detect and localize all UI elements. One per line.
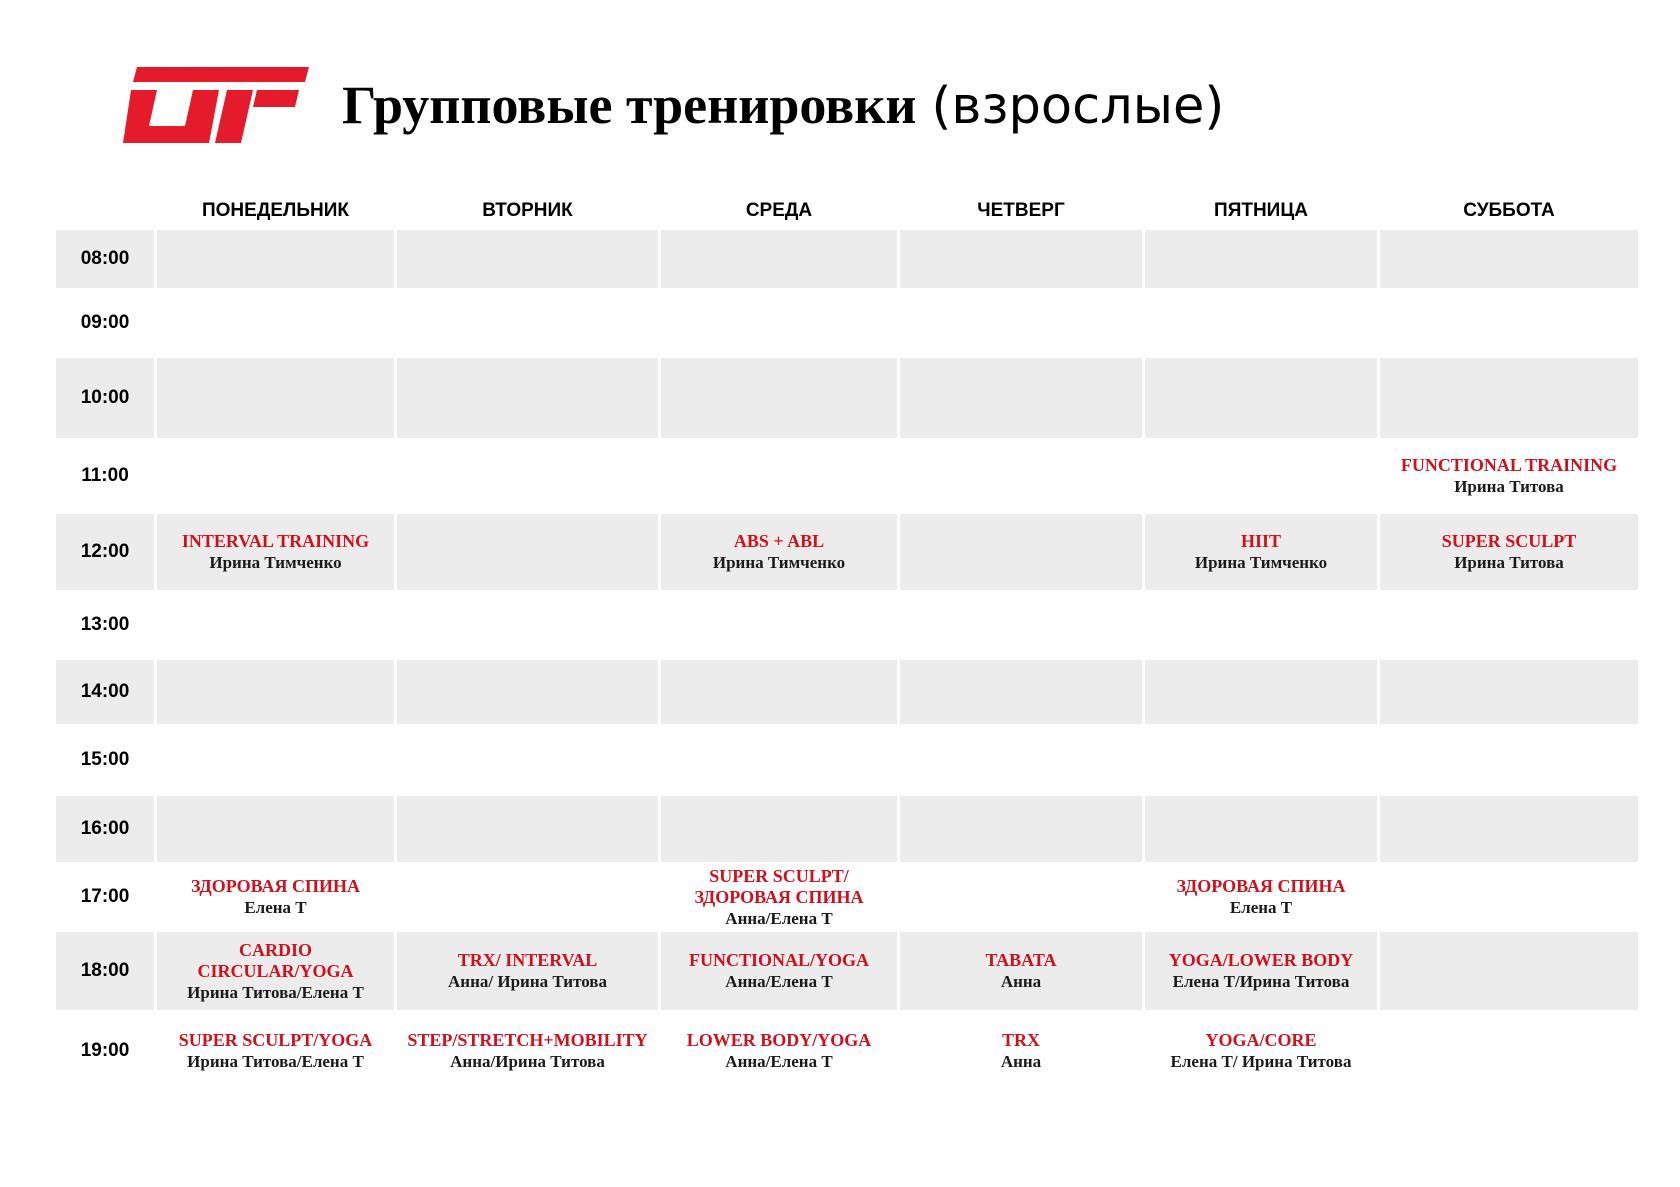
title-main: Групповые тренировки [342, 75, 917, 135]
table-row [56, 438, 1638, 514]
schedule-cell [397, 660, 658, 724]
class-name: ЗДОРОВАЯ СПИНА [694, 886, 864, 907]
class-name: ЗДОРОВАЯ СПИНА [190, 876, 361, 896]
schedule-cell [661, 230, 897, 288]
class-name: FUNCTIONAL TRAINING [1400, 455, 1618, 475]
instructor-name: Елена Т [1229, 898, 1293, 917]
schedule-cell [157, 932, 394, 1010]
schedule-cell [900, 724, 1142, 796]
schedule-cell [1145, 862, 1377, 932]
schedule-cell [1380, 796, 1638, 862]
day-wednesday: СРЕДА [745, 200, 813, 221]
table-row [56, 230, 1638, 288]
time-cell: 16:00 [56, 796, 154, 862]
day-monday: ПОНЕДЕЛЬНИК [202, 200, 349, 221]
class-name: CARDIO [238, 939, 312, 960]
class-name: INTERVAL TRAINING [181, 531, 370, 551]
schedule-cell [900, 862, 1142, 932]
uf-logo [123, 64, 309, 146]
schedule-cell [1380, 230, 1638, 288]
class-name: STEP/STRETCH+MOBILITY [407, 1030, 648, 1050]
time-header [56, 192, 154, 230]
schedule-cell [397, 862, 658, 932]
schedule-cell [900, 932, 1142, 1010]
schedule-cell [157, 796, 394, 862]
class-name: CIRCULAR/YOGA [197, 960, 354, 981]
day-header-row [56, 192, 1638, 230]
instructor-name: Ирина Титова/Елена Т [187, 982, 364, 1002]
schedule-cell [661, 358, 897, 438]
time-cell: 13:00 [80, 614, 130, 635]
instructor-name: Елена Т [244, 898, 307, 917]
schedule-cell [661, 438, 897, 514]
class-name: TABATA [985, 950, 1057, 970]
schedule-cell [1145, 1010, 1377, 1092]
schedule-cell [1145, 514, 1377, 590]
schedule-cell [397, 724, 658, 796]
schedule-cell [1380, 288, 1638, 358]
table-row [56, 514, 1638, 590]
schedule-cell [900, 288, 1142, 358]
time-cell: 12:00 [56, 514, 154, 590]
instructor-name: Ирина Тимченко [209, 553, 342, 572]
class-name: HIIT [1240, 531, 1282, 551]
table-row [56, 288, 1638, 358]
schedule-cell [1380, 438, 1638, 514]
schedule-cell [661, 590, 897, 660]
schedule-cell [1145, 438, 1377, 514]
schedule-cell [1145, 590, 1377, 660]
schedule-cell [1380, 932, 1638, 1010]
instructor-name: Анна/Елена Т [725, 908, 833, 928]
schedule-cell [157, 230, 394, 288]
table-row [56, 724, 1638, 796]
table-row [56, 590, 1638, 660]
class-name: YOGA/LOWER BODY [1168, 950, 1354, 970]
table-row [56, 358, 1638, 438]
logo-shape [123, 67, 309, 143]
schedule-cell [661, 660, 897, 724]
schedule-cell [900, 230, 1142, 288]
instructor-name: Ирина Титова/Елена Т [187, 1052, 364, 1071]
table-row [56, 1010, 1638, 1092]
title-sub: (взрослые) [931, 77, 1225, 136]
schedule-cell [157, 862, 394, 932]
schedule-cell [397, 796, 658, 862]
schedule-cell [661, 724, 897, 796]
day-thursday: ЧЕТВЕРГ [977, 200, 1065, 221]
schedule-cell [900, 590, 1142, 660]
time-cell: 17:00 [80, 886, 130, 907]
schedule-cell [1380, 862, 1638, 932]
table-row [56, 932, 1638, 1010]
schedule-cell [157, 590, 394, 660]
schedule-cell [661, 514, 897, 590]
schedule-cell [1380, 358, 1638, 438]
schedule-table [53, 192, 1641, 1092]
instructor-name: Анна [1000, 1052, 1042, 1071]
schedule-cell [900, 660, 1142, 724]
schedule-body [56, 230, 1638, 1092]
class-name: SUPER SCULPT [1441, 531, 1577, 551]
schedule-cell [157, 358, 394, 438]
schedule-cell [157, 724, 394, 796]
schedule-cell [1145, 660, 1377, 724]
schedule-cell [157, 1010, 394, 1092]
class-name: YOGA/CORE [1205, 1030, 1317, 1050]
schedule-cell [397, 1010, 658, 1092]
schedule-cell [397, 590, 658, 660]
page-header [123, 60, 1224, 150]
class-name: SUPER SCULPT/ [709, 865, 849, 886]
schedule-cell [397, 230, 658, 288]
class-name: ABS + ABL [733, 531, 825, 551]
time-cell: 11:00 [81, 465, 129, 486]
schedule-cell [661, 862, 897, 932]
table-row [56, 862, 1638, 932]
time-cell: 18:00 [56, 932, 154, 1010]
schedule-cell [397, 514, 658, 590]
schedule-cell [1380, 1010, 1638, 1092]
schedule-cell [157, 514, 394, 590]
schedule-cell [397, 932, 658, 1010]
schedule-cell [1145, 932, 1377, 1010]
schedule-cell [661, 796, 897, 862]
day-tuesday: ВТОРНИК [482, 200, 573, 221]
schedule-cell [1145, 358, 1377, 438]
class-name: FUNCTIONAL/YOGA [688, 950, 869, 970]
schedule-cell [397, 358, 658, 438]
schedule-cell [661, 932, 897, 1010]
time-cell: 09:00 [80, 312, 130, 333]
schedule-cell [900, 1010, 1142, 1092]
schedule-cell [900, 796, 1142, 862]
instructor-name: Ирина Тимченко [712, 553, 846, 572]
schedule-cell [661, 288, 897, 358]
instructor-name: Ирина Титова [1454, 553, 1564, 572]
page-title [342, 75, 1225, 136]
schedule-cell [1380, 590, 1638, 660]
time-cell: 14:00 [56, 660, 154, 724]
table-row [56, 796, 1638, 862]
schedule-cell [661, 1010, 897, 1092]
schedule-cell [157, 288, 394, 358]
instructor-name: Анна [1000, 972, 1042, 991]
time-cell: 08:00 [56, 230, 154, 288]
schedule-cell [900, 514, 1142, 590]
schedule-cell [1145, 724, 1377, 796]
instructor-name: Ирина Титова [1454, 477, 1564, 496]
table-row [56, 660, 1638, 724]
instructor-name: Елена Т/ Ирина Титова [1170, 1052, 1352, 1071]
class-name: TRX [1001, 1030, 1040, 1050]
schedule-cell [397, 288, 658, 358]
schedule-cell [397, 438, 658, 514]
day-saturday: СУББОТА [1463, 200, 1555, 221]
schedule-cell [1380, 724, 1638, 796]
class-name: ЗДОРОВАЯ СПИНА [1176, 876, 1346, 896]
time-cell: 10:00 [56, 358, 154, 438]
schedule-cell [1380, 660, 1638, 724]
schedule-cell [1380, 514, 1638, 590]
class-name: SUPER SCULPT/YOGA [178, 1030, 373, 1050]
time-cell: 19:00 [80, 1040, 130, 1061]
schedule-cell [900, 358, 1142, 438]
schedule-cell [157, 660, 394, 724]
schedule-cell [157, 438, 394, 514]
instructor-name: Анна/ Ирина Титова [448, 972, 607, 991]
instructor-name: Ирина Тимченко [1194, 553, 1328, 572]
schedule-cell [1145, 796, 1377, 862]
schedule-cell [1145, 288, 1377, 358]
schedule-cell [1145, 230, 1377, 288]
class-name: TRX/ INTERVAL [457, 950, 598, 970]
time-cell: 15:00 [80, 749, 130, 770]
schedule-cell [900, 438, 1142, 514]
instructor-name: Елена Т/Ирина Титова [1172, 972, 1350, 991]
instructor-name: Анна/Елена Т [725, 972, 833, 991]
class-name: LOWER BODY/YOGA [686, 1030, 872, 1050]
instructor-name: Анна/Ирина Титова [450, 1052, 605, 1071]
instructor-name: Анна/Елена Т [725, 1052, 833, 1071]
day-friday: ПЯТНИЦА [1214, 200, 1308, 221]
